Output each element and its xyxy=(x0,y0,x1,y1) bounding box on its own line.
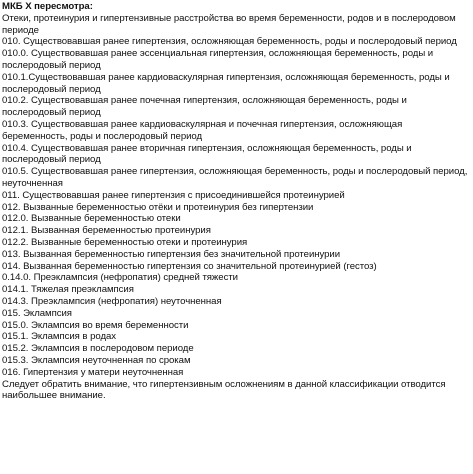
code-entry: 015. Эклампсия xyxy=(2,307,72,319)
code-entry: 015.1. Эклампсия в родах xyxy=(2,331,117,343)
code-entry: 013. Вызванная беременностью гипертензия без значительной протеинурии xyxy=(2,248,341,260)
code-entry: 011. Существовавшая ранее гипертензия с присоединившейся протеинурией xyxy=(2,189,345,201)
code-entry: 012.1. Вызванная беременностью протеинурия xyxy=(2,225,211,237)
code-entry: 010.2. Существовавшая ранее почечная гипертензия, осложняющая беременность, роды и послеродовый период xyxy=(2,95,407,119)
closing-note: Следует обратить внимание, что гипертензивным осложнениям в данной классификации отводится наибольшее внимание. xyxy=(2,378,446,402)
code-entry: 015.3. Эклампсия неуточненная по срокам xyxy=(2,354,191,366)
code-entry: 015.2. Эклампсия в послеродовом периоде xyxy=(2,343,194,355)
code-entry: 012.2. Вызванные беременностью отеки и протеинурия xyxy=(2,236,248,248)
code-entry: 010. Существовавшая ранее гипертензия, осложняющая беременность, роды и послеродовый период xyxy=(2,36,457,48)
code-entry: 015.0. Эклампсия во время беременности xyxy=(2,319,189,331)
code-entry: 010.4. Существовавшая ранее вторичная гипертензия, осложняющая беременность, роды и послеродовый период xyxy=(2,142,412,166)
code-entry: 0.14.0. Преэклампсия (нефропатия) средней тяжести xyxy=(2,272,238,284)
code-entry: 010.1.Существовавшая ранее кардиоваскулярная гипертензия, осложняющая беременность, роды и послеродовый период xyxy=(2,71,450,95)
code-entry: 010.0. Существовавшая ранее эссенциальная гипертензия, осложняющая беременность, роды и послеродовый период xyxy=(2,48,434,71)
code-entry: 012. Вызванные беременностью отёки и протеинурия без гипертензии xyxy=(2,201,314,213)
code-entry: 014. Вызванная беременностью гипертензия со значительной протеинурией (гестоз) xyxy=(2,260,377,272)
section-heading: Отеки, протеинурия и гипертензивные расстройства во время беременности, родов и в послеродовом периоде xyxy=(2,12,456,36)
code-entry: 012.0. Вызванные беременностью отеки xyxy=(2,213,181,225)
code-entry: 010.3. Существовавшая ранее кардиоваскулярная и почечная гипертензия, осложняющая беременность, роды и послеродовый период xyxy=(2,118,403,142)
document-title: МКБ Х пересмотра: xyxy=(2,1,93,12)
code-entry: 016. Гипертензия у матери неуточненная xyxy=(2,366,184,378)
code-entry: 014.1. Тяжелая преэклампсия xyxy=(2,284,134,296)
code-entry: 010.5. Существовавшая ранее гипертензия, осложняющая беременность, роды и послеродовый период, неуточненная xyxy=(2,166,468,189)
code-entry: 014.3. Преэклампсия (нефропатия) неуточненная xyxy=(2,295,222,307)
